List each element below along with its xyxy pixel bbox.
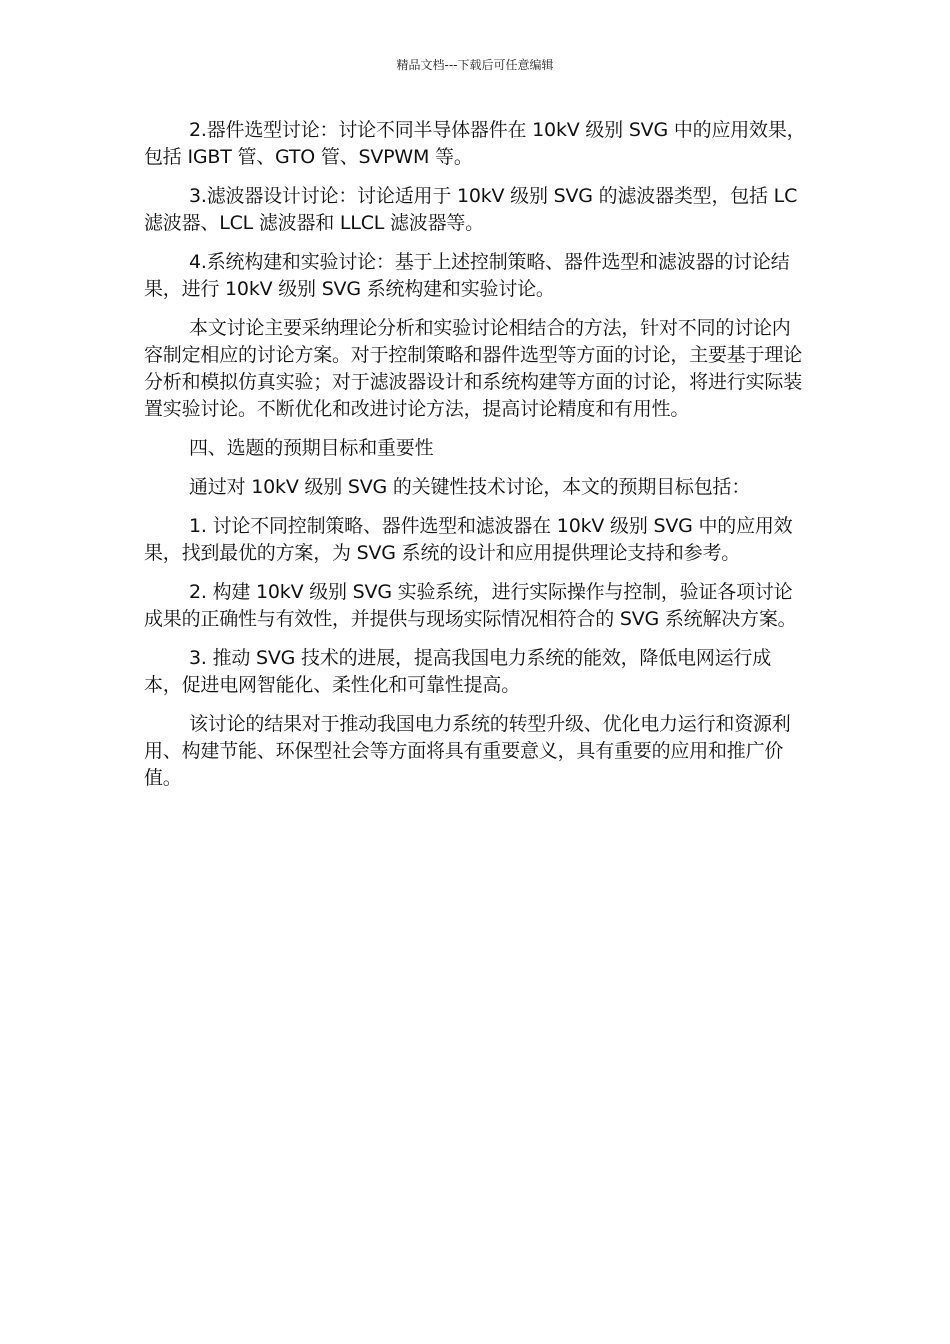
document-body — [144, 117, 808, 804]
section-heading-goals: 四、选题的预期目标和重要性 — [189, 437, 434, 459]
paragraph-significance: 该讨论的结果对于推动我国电力系统的转型升级、优化电力运行和资源利用、构建节能、环保型社会等方面将具有重要意义，具有重要的应用和推广价值。 — [144, 713, 791, 789]
paragraph-goal-2: 2. 构建 10kV 级别 SVG 实验系统，进行实际操作与控制，验证各项讨论成果的正确性与有效性，并提供与现场实际情况相符合的 SVG 系统解决方案。 — [144, 581, 797, 630]
paragraph-filter-design: 3.滤波器设计讨论：讨论适用于 10kV 级别 SVG 的滤波器类型，包括 LC 滤波器、LCL 滤波器和 LLCL 滤波器等。 — [144, 185, 798, 234]
paragraph-system-experiment: 4.系统构建和实验讨论：基于上述控制策略、器件选型和滤波器的讨论结果，进行 10kV 级别 SVG 系统构建和实验讨论。 — [144, 251, 790, 300]
paragraph-methodology: 本文讨论主要采纳理论分析和实验讨论相结合的方法，针对不同的讨论内容制定相应的讨论方案。对于控制策略和器件选型等方面的讨论，主要基于理论分析和模拟仿真实验；对于滤波器设计和系统构建等方面的讨论，将进行实际装置实验讨论。不断优化和改进讨论方法，提高讨论精度和有用性。 — [144, 317, 803, 420]
paragraph-goal-3: 3. 推动 SVG 技术的进展，提高我国电力系统的能效，降低电网运行成本，促进电网智能化、柔性化和可靠性提高。 — [144, 647, 772, 696]
paragraph-goals-intro: 通过对 10kV 级别 SVG 的关键性技术讨论，本文的预期目标包括： — [189, 476, 751, 498]
paragraph-goal-1: 1. 讨论不同控制策略、器件选型和滤波器在 10kV 级别 SVG 中的应用效果，找到最优的方案，为 SVG 系统的设计和应用提供理论支持和参考。 — [144, 515, 793, 564]
page-header: 精品文档---下载后可任意编辑 — [396, 58, 554, 72]
paragraph-device-selection: 2.器件选型讨论：讨论不同半导体器件在 10kV 级别 SVG 中的应用效果，包括 IGBT 管、GTO 管、SVPWM 等。 — [144, 119, 806, 168]
